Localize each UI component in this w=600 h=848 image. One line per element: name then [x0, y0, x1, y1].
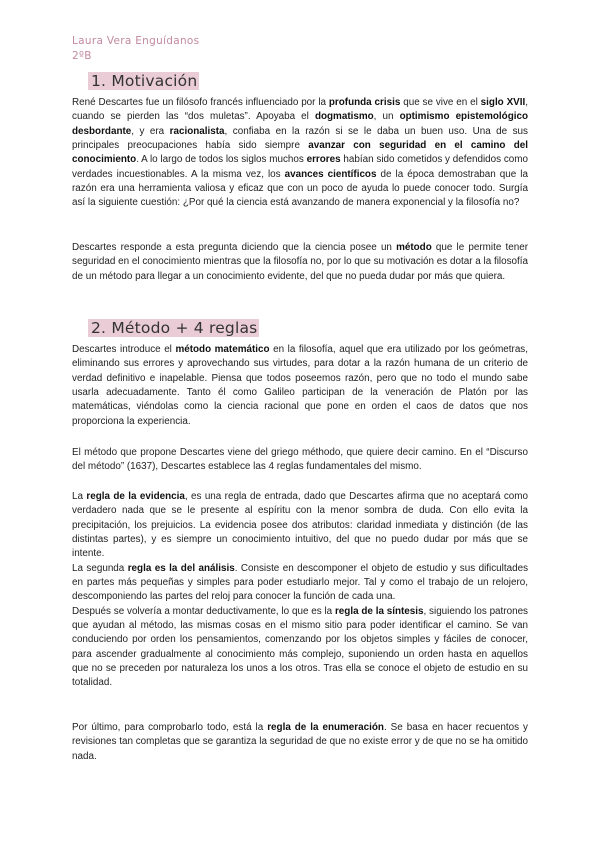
- bold-term: método: [396, 242, 432, 253]
- bold-term: regla de la enumeración: [267, 722, 384, 733]
- text-run: , cuando se pierden las “dos muletas”. Apoyaba el: [72, 97, 528, 123]
- section-number: 1.: [91, 72, 107, 90]
- author-name: Laura Vera Enguídanos: [72, 35, 200, 47]
- text-run: La segunda: [72, 562, 128, 574]
- text-run: que se vive en el: [400, 97, 481, 108]
- bold-term: avanzar con seguridad en el camino del conocimiento: [72, 140, 528, 166]
- bold-term: regla es la del análisis: [127, 562, 235, 574]
- text-run: Descartes introduce el: [72, 344, 176, 355]
- section-title: Método + 4 reglas: [111, 319, 258, 337]
- bold-term: regla de la síntesis: [334, 605, 424, 617]
- bold-term: regla de la evidencia: [86, 491, 185, 502]
- text-run: El método que propone Descartes viene del griego méthodo, que quiere decir camino. En el “Discurso del método” (1637), Descartes establece las 4 reglas fundamentales del mismo.: [72, 447, 528, 473]
- text-run: . Consiste en descomponer el objeto de estudio y sus dificultades en partes más pequeñas y simples para poder estudiarlo mejor. Tal y como el trabajo de un relojero, descomponiendo las partes del reloj para conocer la función de cada una.: [72, 562, 529, 603]
- text-run: de la época demostraban que la razón era una herramienta valiosa y eficaz que con un poco de ayuda lo puede conocer todo. Surgía así la siguiente cuestión: ¿Por qué la ciencia está avanzando de manera exponencial y la filosofía no?: [72, 168, 528, 209]
- text-run: , y era: [131, 125, 170, 137]
- class-group: 2ºB: [72, 50, 92, 62]
- bold-term: dogmatismo: [314, 111, 374, 123]
- paragraph: [72, 241, 528, 284]
- paragraph: [72, 446, 528, 475]
- paragraph: [72, 721, 528, 764]
- paragraph: [72, 343, 528, 429]
- text-run: La: [72, 491, 87, 502]
- text-run: Descartes responde a esta pregunta diciendo que la ciencia posee un: [72, 242, 397, 253]
- heading-highlight: [88, 319, 259, 337]
- text-run: Después se volvería a montar deductivamente, lo que es la: [72, 605, 335, 617]
- bold-term: profunda crisis: [328, 97, 401, 108]
- text-run: René Descartes fue un filósofo francés influenciado por la: [72, 97, 329, 108]
- section-title: Motivación: [111, 72, 198, 90]
- bold-term: siglo XVII: [480, 97, 526, 108]
- bold-term: método matemático: [175, 344, 270, 355]
- heading-highlight: [88, 72, 199, 90]
- text-run: , es una regla de entrada, dado que Descartes afirma que no aceptará como verdadero nada que se le presente al espíritu con la menor sombra de duda. Con ello evita la precipitación, los prejuicios. La evidencia posee dos atributos: claridad inmediata y distinción (de las distintas partes), y es siempre un conocimiento intuitivo, del que no puedo dudar por más que se intente.: [72, 491, 528, 560]
- text-run: . A lo largo de todos los siglos muchos: [136, 154, 307, 166]
- bold-term: avances científicos: [284, 168, 377, 180]
- bold-term: optimismo epistemológico desbordante: [72, 111, 528, 137]
- section-heading-metodo: [88, 318, 259, 338]
- bold-term: errores: [306, 154, 341, 166]
- section-number: 2.: [91, 319, 107, 337]
- text-run: habían sido cometidos y defendidos como verdades incuestionables. A la misma vez, los: [72, 154, 528, 180]
- bold-term: racionalista: [169, 125, 225, 137]
- paragraph: [72, 96, 528, 211]
- text-run: , un: [373, 111, 400, 123]
- text-run: Por último, para comprobarlo todo, está la: [72, 722, 268, 733]
- paragraph-rules: [72, 490, 528, 691]
- text-run: , confiaba en la razón si se le daba un buen uso. Una de sus principales preocupaciones había sido siempre: [72, 125, 528, 152]
- section-heading-motivacion: [88, 71, 199, 91]
- text-run: en la filosofía, aquel que era utilizado por los geómetras, eliminando sus errores y aprovechando sus virtudes, para dotar a la razón humana de un criterio de verdad definitivo e inapelable. Piensa que todos poseemos razón, pero que no todo el mundo sabe usarla adecuadamente. Tanto él como Galileo participan de la veneración de Platón por las matemáticas, viéndolas como la ciencia racional que pone en orden el caos de datos que nos proporciona la experiencia.: [72, 344, 528, 427]
- page-header: [72, 34, 199, 64]
- text-run: , siguiendo los patrones que ayudan al método, las mismas cosas en el mismo sitio para poder identificar el camino. Se van conduciendo por orden los pensamientos, comenzando por los objetos simples y fáciles de conocer, para ascender gradualmente al conocimiento más complejo, suponiendo un orden hasta en aquellos que no se preceden por naturaleza los unos a los otros. Tras ella se conoce el objeto de estudio en su totalidad.: [72, 605, 528, 689]
- text-run: que le permite tener seguridad en el conocimiento mientras que la filosofía no, por lo que su motivación es dotar a la filosofía de un método para llegar a un conocimiento evidente, del que no pueda dudar por más que quiera.: [72, 242, 528, 282]
- text-run: . Se basa en hacer recuentos y revisiones tan completas que se garantiza la seguridad de que no existe error y de que no se ha omitido nada.: [72, 722, 528, 762]
